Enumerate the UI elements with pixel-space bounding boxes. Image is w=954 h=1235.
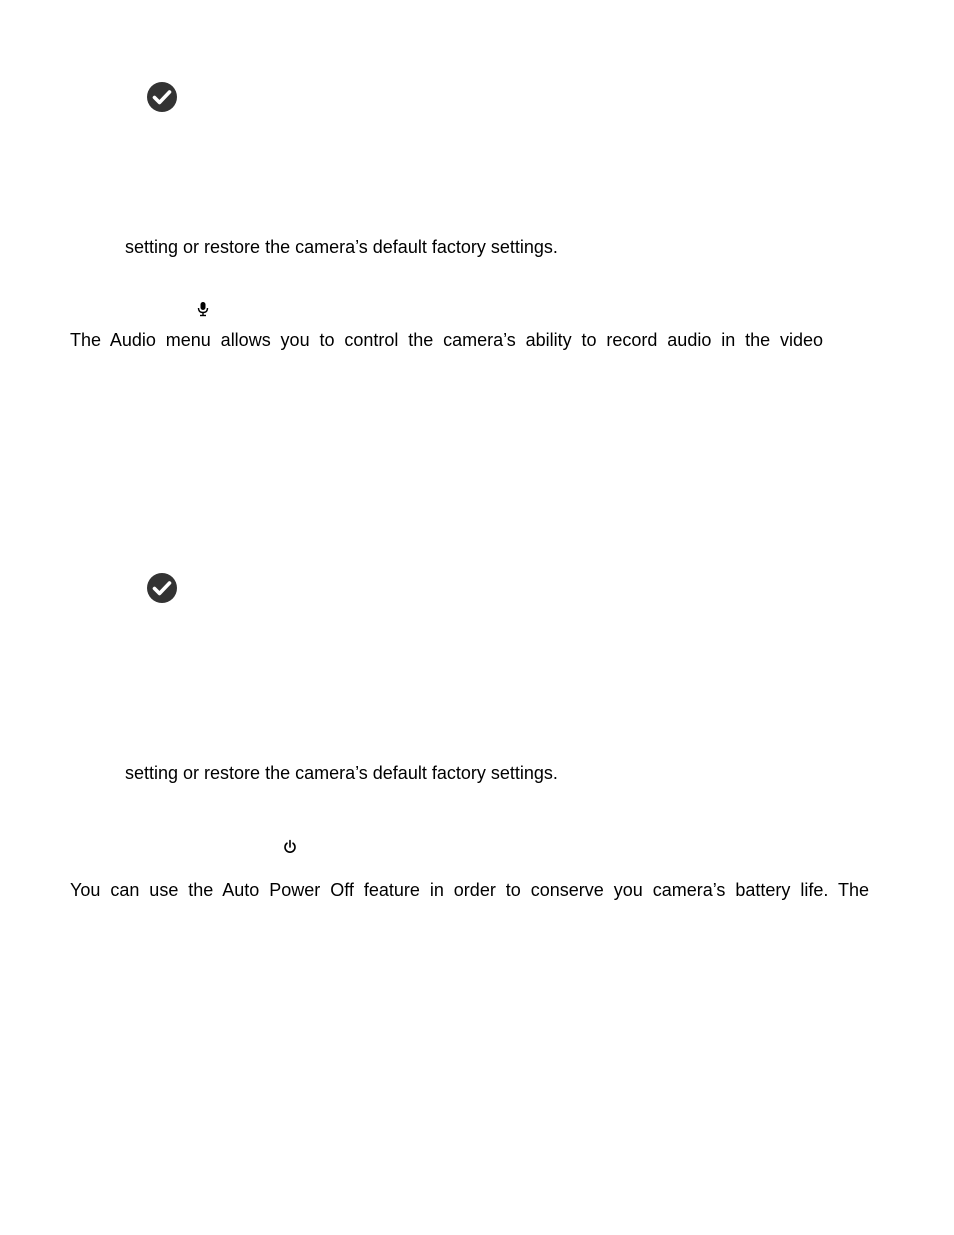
power-icon	[283, 839, 297, 860]
audio-intro-text: The Audio menu allows you to control the camera’s ability to record audio in the video	[70, 330, 823, 350]
check-circle-icon	[146, 81, 178, 118]
auto-power-off-intro-text: You can use the Auto Power Off feature in order to conserve you camera’s battery life. The	[70, 880, 869, 900]
microphone-icon	[196, 301, 210, 322]
note-text-1: setting or restore the camera’s default factory settings.	[125, 237, 558, 257]
note-text-2: setting or restore the camera’s default factory settings.	[125, 763, 558, 783]
check-circle-icon	[146, 572, 178, 609]
